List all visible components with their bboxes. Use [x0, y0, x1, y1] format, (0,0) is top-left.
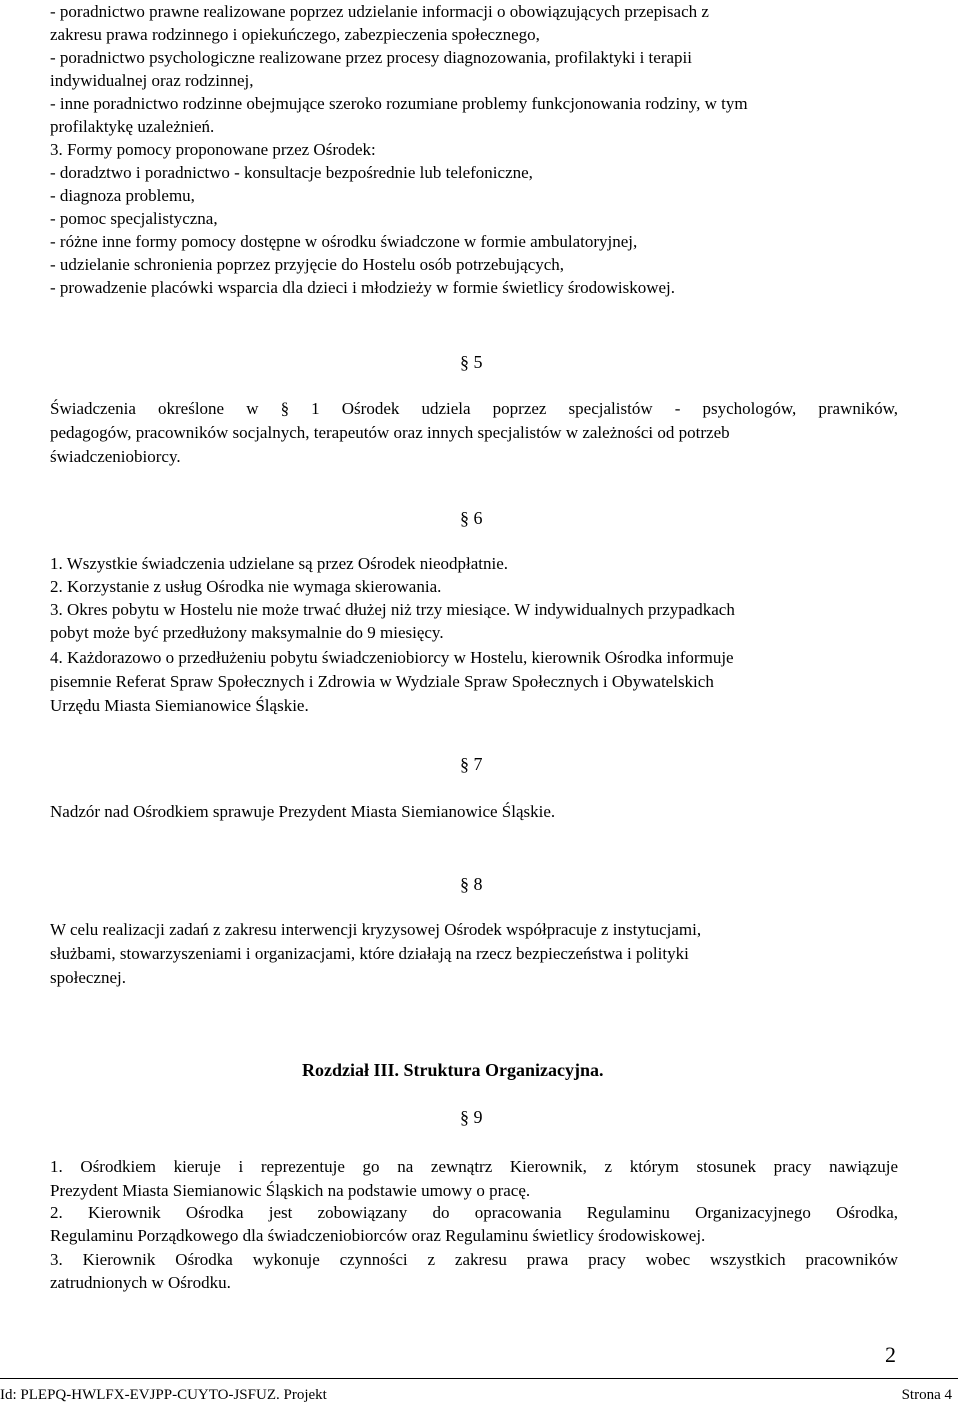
section-8-line: społecznej.: [50, 968, 126, 987]
section-9-line: 1. Ośrodkiem kieruje i reprezentuje go na zewnątrz Kierownik, z którym stosunek pracy nawiązuje: [50, 1157, 898, 1176]
section-6-line: pisemnie Referat Spraw Społecznych i Zdrowia w Wydziale Spraw Społecznych i Obywatelskich: [50, 672, 714, 691]
section-9-line: zatrudnionych w Ośrodku.: [50, 1273, 231, 1292]
intro-line: - poradnictwo psychologiczne realizowane przez procesy diagnozowania, profilaktyki i terapii: [50, 48, 692, 67]
section-5-line: świadczeniobiorcy.: [50, 447, 181, 466]
section-6-line: 3. Okres pobytu w Hostelu nie może trwać dłużej niż trzy miesiące. W indywidualnych przypadkach: [50, 600, 735, 619]
section-8-line: W celu realizacji zadań z zakresu interwencji kryzysowej Ośrodek współpracuje z instytucjami,: [50, 920, 702, 939]
section-8-line: służbami, stowarzyszeniami i organizacjami, które działają na rzecz bezpieczeństwa i polityki: [50, 944, 689, 963]
section-9-mark: § 9: [460, 1107, 483, 1127]
section-6-line: Urzędu Miasta Siemianowice Śląskie.: [50, 696, 309, 715]
section-8-mark: § 8: [460, 874, 483, 894]
chapter-title: Rozdział III. Struktura Organizacyjna.: [302, 1060, 604, 1080]
section-5-mark: § 5: [460, 352, 483, 372]
intro-line: - różne inne formy pomocy dostępne w ośrodku świadczone w formie ambulatoryjnej,: [50, 232, 638, 251]
intro-line: indywidualnej oraz rodzinnej,: [50, 71, 254, 90]
section-6-line: 1. Wszystkie świadczenia udzielane są przez Ośrodek nieodpłatnie.: [50, 554, 509, 573]
intro-line: - poradnictwo prawne realizowane poprzez udzielanie informacji o obowiązujących przepisach z: [50, 2, 709, 21]
intro-line: - udzielanie schronienia poprzez przyjęcie do Hostelu osób potrzebujących,: [50, 255, 565, 274]
intro-line: - doradztwo i poradnictwo - konsultacje bezpośrednie lub telefoniczne,: [50, 163, 533, 182]
section-6-line: 2. Korzystanie z usług Ośrodka nie wymaga skierowania.: [50, 577, 442, 596]
section-6-mark: § 6: [460, 508, 483, 528]
footer-page-label: Strona 4: [901, 1387, 952, 1403]
section-9-line: 3. Kierownik Ośrodka wykonuje czynności z zakresu prawa pracy wobec wszystkich pracowników: [50, 1250, 898, 1269]
section-7-mark: § 7: [460, 754, 483, 774]
intro-line: - diagnoza problemu,: [50, 186, 195, 205]
section-6-line: pobyt może być przedłużony maksymalnie do 9 miesięcy.: [50, 623, 444, 642]
intro-line: 3. Formy pomocy proponowane przez Ośrodek:: [50, 140, 376, 159]
section-9-line: Prezydent Miasta Siemianowic Śląskich na podstawie umowy o pracę.: [50, 1181, 531, 1200]
section-9-line: Regulaminu Porządkowego dla świadczeniobiorców oraz Regulaminu świetlicy środowiskowej.: [50, 1226, 706, 1245]
intro-line: zakresu prawa rodzinnego i opiekuńczego, zabezpieczenia społecznego,: [50, 25, 540, 44]
intro-line: - inne poradnictwo rodzinne obejmujące szeroko rozumiane problemy funkcjonowania rodziny, w tym: [50, 94, 748, 113]
intro-line: profilaktykę uzależnień.: [50, 117, 215, 136]
section-9-line: 2. Kierownik Ośrodka jest zobowiązany do opracowania Regulaminu Organizacyjnego Ośrodka,: [50, 1203, 898, 1222]
footer-divider: [0, 1378, 958, 1379]
section-7-line: Nadzór nad Ośrodkiem sprawuje Prezydent Miasta Siemianowice Śląskie.: [50, 802, 556, 821]
intro-line: - pomoc specjalistyczna,: [50, 209, 218, 228]
page-number: 2: [885, 1342, 896, 1367]
footer-document-id: Id: PLEPQ-HWLFX-EVJPP-CUYTO-JSFUZ. Projekt: [0, 1387, 327, 1403]
section-5-line: Świadczenia określone w § 1 Ośrodek udziela poprzez specjalistów - psychologów, prawników,: [50, 399, 898, 418]
section-5-line: pedagogów, pracowników socjalnych, terapeutów oraz innych specjalistów w zależności od potrzeb: [50, 423, 730, 442]
section-6-line: 4. Każdorazowo o przedłużeniu pobytu świadczeniobiorcy w Hostelu, kierownik Ośrodka informuje: [50, 648, 734, 667]
intro-line: - prowadzenie placówki wsparcia dla dzieci i młodzieży w formie świetlicy środowiskowej.: [50, 278, 676, 297]
